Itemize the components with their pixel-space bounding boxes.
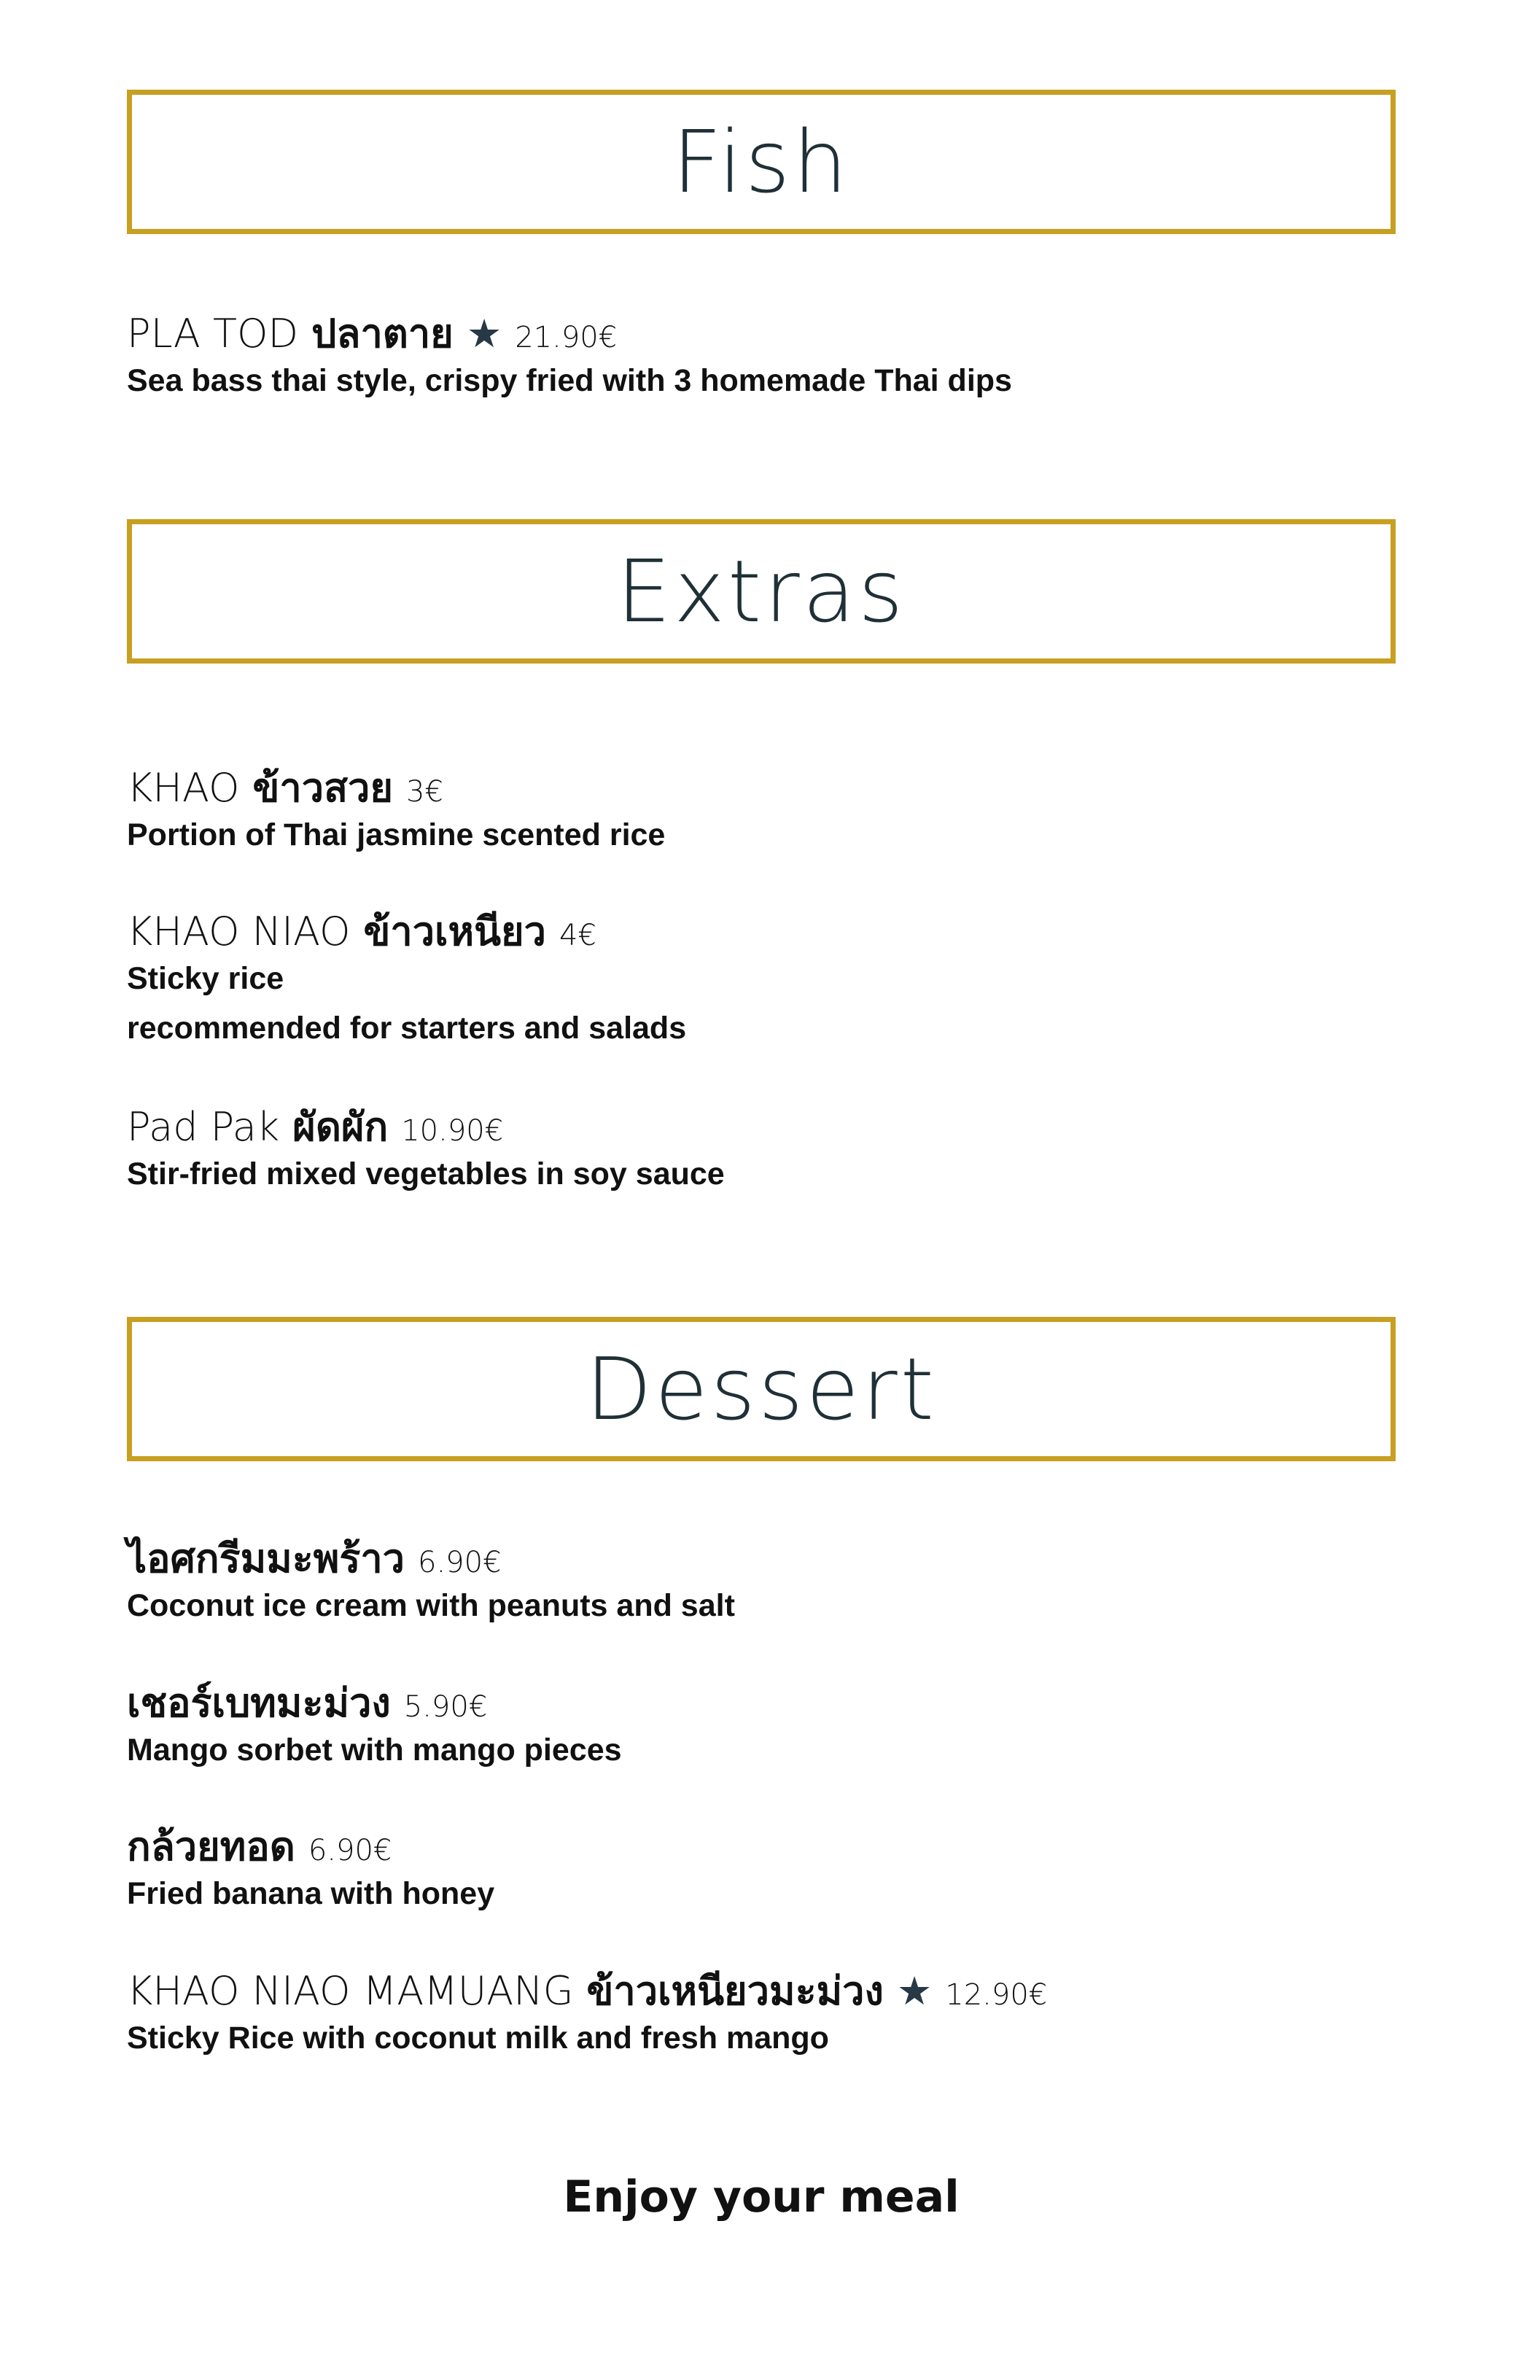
item-price: 6.90€: [418, 1546, 502, 1579]
item-title-row: [127, 911, 1396, 953]
item-thai-name: ปลาตาย: [311, 311, 454, 357]
item-description: Sticky Rice with coconut milk and fresh mango: [127, 2020, 829, 2056]
menu-item-coconut-ice-cream: [127, 1536, 1396, 1628]
menu-item-mango-sorbet: [127, 1680, 1396, 1773]
item-title-row: [127, 1104, 1396, 1150]
menu-item-pad-pak: [127, 1104, 1396, 1197]
menu-item-fried-banana: [127, 1824, 1396, 1916]
item-name: KHAO: [127, 765, 240, 811]
item-price: 4€: [559, 919, 596, 952]
item-title-row: [127, 1968, 1396, 2014]
item-title-row: [127, 1824, 1396, 1870]
section-header-dessert: [127, 1317, 1396, 1461]
item-thai-name: ข้าวเหนียว: [363, 909, 546, 954]
item-price: 21.90€: [515, 321, 618, 354]
item-thai-name: ข้าวเหนียวมะม่วง: [586, 1968, 884, 2014]
menu-item-khao-niao: [127, 911, 1396, 1051]
item-price: 10.90€: [401, 1114, 504, 1148]
item-title-row: [127, 1680, 1396, 1726]
item-title-row: [127, 765, 1396, 811]
menu-item-pla-tod: [127, 311, 1396, 403]
section-header-fish: [127, 90, 1396, 234]
item-title-row: [127, 311, 1396, 357]
item-price: 12.90€: [945, 1978, 1048, 2012]
item-description-line-2: recommended for starters and salads: [127, 1011, 687, 1046]
item-price: 6.90€: [308, 1834, 392, 1867]
item-name: KHAO NIAO MAMUANG: [127, 1968, 574, 2014]
item-description: Portion of Thai jasmine scented rice: [127, 817, 666, 852]
section-title-fish: Fish: [672, 112, 851, 212]
item-name: KHAO NIAO: [127, 909, 351, 954]
item-description: Mango sorbet with mango pieces: [127, 1732, 622, 1768]
item-description: Fried banana with honey: [127, 1875, 495, 1911]
item-thai-name: ผัดผัก: [292, 1104, 389, 1150]
section-title-extras: Extras: [616, 541, 906, 642]
item-thai-name: ข้าวสวย: [252, 765, 393, 811]
item-name: Pad Pak: [127, 1104, 280, 1150]
item-name: PLA TOD: [127, 311, 299, 357]
item-price: 5.90€: [403, 1690, 488, 1724]
item-description: Stir-fried mixed vegetables in soy sauce: [127, 1156, 725, 1191]
item-thai-name: กล้วยทอด: [127, 1824, 295, 1870]
item-description: Coconut ice cream with peanuts and salt: [127, 1587, 735, 1623]
section-header-extras: [127, 519, 1396, 664]
footer-message: Enjoy your meal: [563, 2171, 960, 2222]
menu-item-khao-niao-mamuang: [127, 1968, 1396, 2061]
item-title-row: [127, 1536, 1396, 1582]
item-thai-name: ไอศกรีมมะพร้าว: [127, 1536, 405, 1582]
item-price: 3€: [406, 775, 443, 809]
item-thai-name: เชอร์เบทมะม่วง: [127, 1680, 391, 1726]
star-icon: ★: [896, 1968, 933, 2014]
menu-item-khao: [127, 765, 1396, 858]
item-description-line-1: Sticky rice: [127, 960, 284, 996]
item-description: Sea bass thai style, crispy fried with 3 homemade Thai dips: [127, 362, 1012, 398]
section-title-dessert: Dessert: [586, 1339, 937, 1439]
star-icon: ★: [466, 311, 502, 357]
